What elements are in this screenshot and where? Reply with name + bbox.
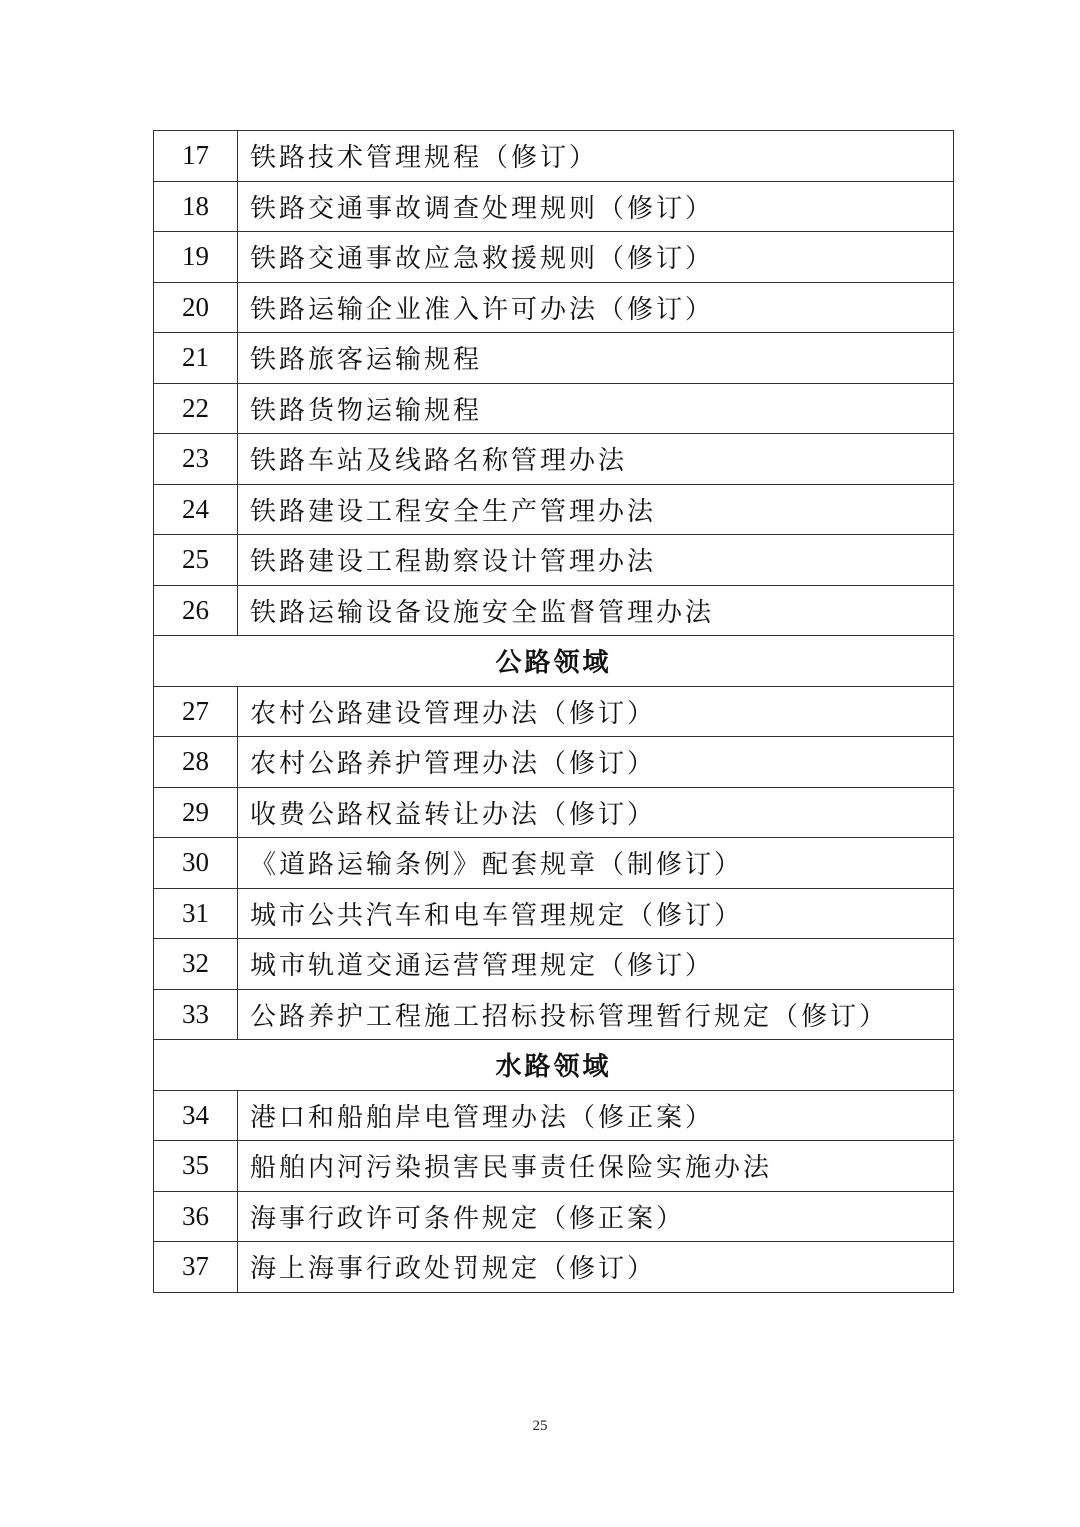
table-row [154,535,954,586]
regulation-title: 铁路交通事故应急救援规则（修订） [238,232,954,283]
regulation-title: 公路养护工程施工招标投标管理暂行规定（修订） [238,989,954,1040]
row-number: 36 [154,1191,238,1242]
row-number: 27 [154,686,238,737]
row-number: 26 [154,585,238,636]
table-row [154,838,954,889]
table-row [154,1191,954,1242]
regulations-table [153,130,954,1293]
table-row [154,989,954,1040]
regulation-title: 农村公路养护管理办法（修订） [238,737,954,788]
regulation-title: 《道路运输条例》配套规章（制修订） [238,838,954,889]
regulation-title: 船舶内河污染损害民事责任保险实施办法 [238,1141,954,1192]
regulation-title: 铁路运输设备设施安全监督管理办法 [238,585,954,636]
table-row [154,131,954,182]
regulation-title: 铁路交通事故调查处理规则（修订） [238,181,954,232]
regulation-title: 铁路建设工程勘察设计管理办法 [238,535,954,586]
regulation-title: 铁路车站及线路名称管理办法 [238,434,954,485]
row-number: 29 [154,787,238,838]
row-number: 22 [154,383,238,434]
row-number: 25 [154,535,238,586]
table-row [154,787,954,838]
row-number: 23 [154,434,238,485]
row-number: 19 [154,232,238,283]
regulation-title: 海上海事行政处罚规定（修订） [238,1242,954,1293]
regulation-title: 收费公路权益转让办法（修订） [238,787,954,838]
table-row [154,1141,954,1192]
row-number: 34 [154,1090,238,1141]
table-row [154,585,954,636]
row-number: 30 [154,838,238,889]
row-number: 17 [154,131,238,182]
regulations-table-body [154,131,954,1293]
page-number: 25 [532,1418,548,1434]
section-header: 水路领域 [154,1040,954,1091]
section-header-row [154,1040,954,1091]
section-header: 公路领域 [154,636,954,687]
table-row [154,333,954,384]
row-number: 18 [154,181,238,232]
regulation-title: 铁路货物运输规程 [238,383,954,434]
table-row [154,1090,954,1141]
table-row [154,939,954,990]
section-header-row [154,636,954,687]
row-number: 32 [154,939,238,990]
row-number: 21 [154,333,238,384]
regulation-title: 铁路运输企业准入许可办法（修订） [238,282,954,333]
regulation-title: 铁路建设工程安全生产管理办法 [238,484,954,535]
regulation-title: 港口和船舶岸电管理办法（修正案） [238,1090,954,1141]
row-number: 24 [154,484,238,535]
table-row [154,737,954,788]
row-number: 28 [154,737,238,788]
regulation-title: 海事行政许可条件规定（修正案） [238,1191,954,1242]
table-row [154,383,954,434]
row-number: 35 [154,1141,238,1192]
table-row [154,232,954,283]
table-row [154,434,954,485]
regulation-title: 铁路技术管理规程（修订） [238,131,954,182]
table-row [154,1242,954,1293]
table-row [154,888,954,939]
regulation-title: 铁路旅客运输规程 [238,333,954,384]
row-number: 37 [154,1242,238,1293]
table-row [154,686,954,737]
regulation-title: 农村公路建设管理办法（修订） [238,686,954,737]
row-number: 33 [154,989,238,1040]
table-row [154,282,954,333]
regulation-title: 城市轨道交通运营管理规定（修订） [238,939,954,990]
table-row [154,181,954,232]
regulation-title: 城市公共汽车和电车管理规定（修订） [238,888,954,939]
row-number: 31 [154,888,238,939]
table-row [154,484,954,535]
row-number: 20 [154,282,238,333]
